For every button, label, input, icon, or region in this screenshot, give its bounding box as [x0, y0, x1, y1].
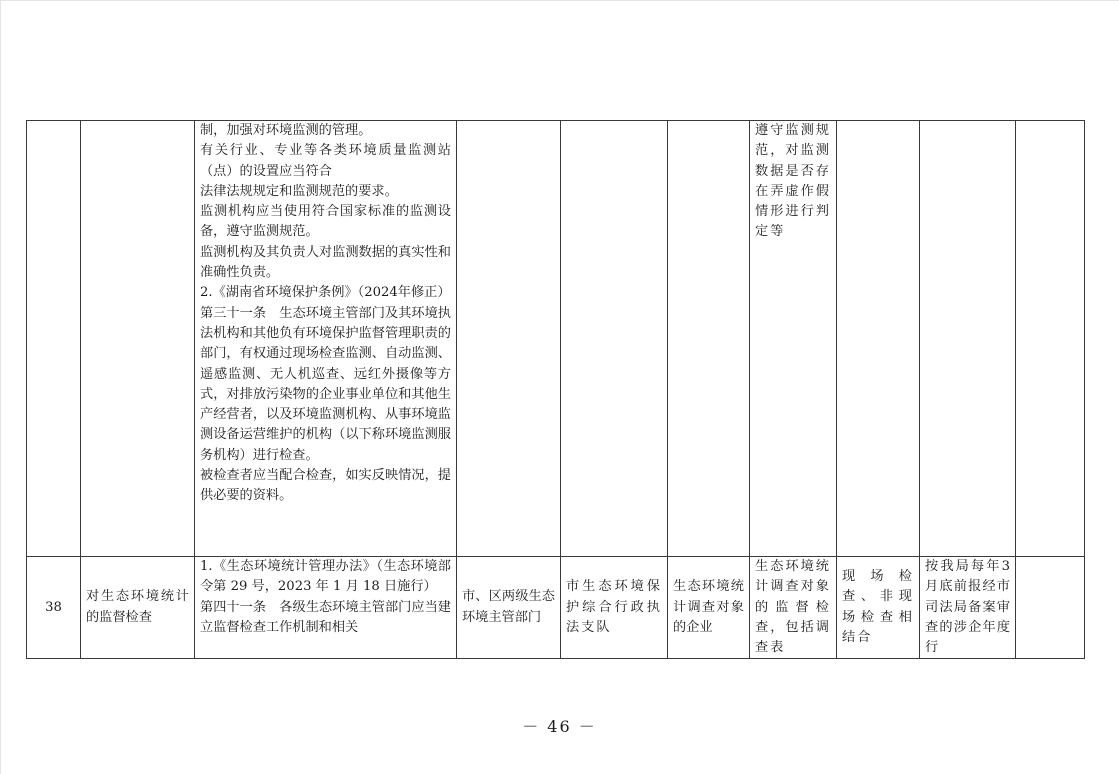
cell-subject [457, 557, 561, 659]
table-row-38 [27, 557, 1085, 659]
law-text-line: 法律法规规定和监测规范的要求。 [200, 183, 398, 199]
page-number: － 46 － [522, 717, 597, 736]
cell-frequency [920, 121, 1016, 557]
item-number: 38 [45, 599, 62, 615]
cell-check-content [750, 557, 837, 659]
cell-law-basis [195, 557, 457, 659]
cell-implementer [561, 557, 668, 659]
law-text-line: 第四十一条 各级生态环境主管部门应当建立监督检查工作机制和相关 [200, 599, 451, 635]
cell-item-name [81, 557, 195, 659]
cell-subject [457, 121, 561, 557]
law-text-line: 监测机构应当使用符合国家标准的监测设备，遵守监测规范。 [200, 204, 451, 240]
cell-target [668, 557, 750, 659]
cell-item-name [81, 121, 195, 557]
cell-remarks [1016, 557, 1085, 659]
cell-check-method [837, 557, 920, 659]
law-text-line: 制，加强对环境监测的管理。 [200, 123, 372, 138]
implementing-agency: 市生态环境保护综合行政执法支队 [566, 579, 662, 635]
cell-check-method [837, 121, 920, 557]
check-frequency-text: 按我局每年3月底前报经市司法局备案审查的涉企年度行 [925, 559, 1010, 656]
page-edge [0, 0, 1119, 1]
check-content-text: 生态环境统计调查对象的监督检查，包括调查表 [755, 559, 831, 656]
item-name: 对生态环境统计的监督检查 [86, 589, 189, 625]
law-text-line: 监测机构及其负责人对监测数据的真实性和准确性负责。 [200, 244, 451, 281]
check-content-text: 遵守监测规范，对监测数据是否存在弄虚作假情形进行判定等 [755, 123, 831, 240]
cell-implementer [561, 121, 668, 557]
check-method-text: 现场检查、非现场检查相结合 [842, 569, 914, 646]
cell-target [668, 121, 750, 557]
law-text-line: 1.《生态环境统计管理办法》（生态环境部令第 29 号，2023 年 1 月 18 日施行） [200, 559, 451, 595]
page-edge [0, 0, 1, 774]
law-text-line: 第三十一条 生态环境主管部门及其环境执法机构和其他负有环境保护监督管理职责的部门，有权通过现场检查监测、自动监测、遥感监测、无人机巡查、远红外摄像等方式，对排放污染物的企业事业单位和其他生产经营者，以及环境监测机构、从事环境监测设备运营维护的机构（以下称环境监测服务机构）进行检查。 [200, 305, 451, 463]
cell-number [27, 557, 81, 659]
cell-check-content [750, 121, 837, 557]
inspection-subject: 市、区两级生态环境主管部门 [462, 589, 555, 625]
inspection-target: 生态环境统计调查对象的企业 [673, 579, 744, 635]
law-text-line: 有关行业、专业等各类环境质量监测站（点）的设置应当符合 [200, 143, 451, 179]
cell-number [27, 121, 81, 557]
table-row-continued [27, 121, 1085, 557]
cell-remarks [1016, 121, 1085, 557]
law-text-line: 2.《湖南省环境保护条例》（2024年修正） [200, 285, 451, 301]
law-text-line: 被检查者应当配合检查，如实反映情况，提供必要的资料。 [200, 468, 451, 504]
cell-frequency [920, 557, 1016, 659]
cell-law-basis [195, 121, 457, 557]
inspection-items-table [26, 120, 1085, 659]
